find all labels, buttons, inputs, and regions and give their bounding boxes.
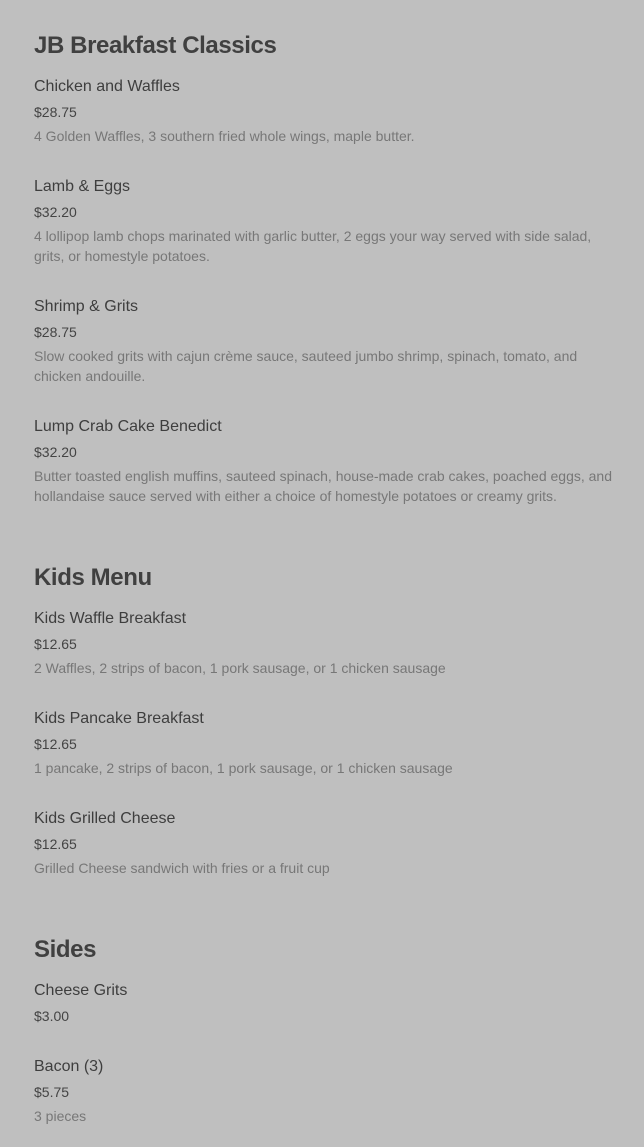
item-name: Bacon (3) xyxy=(34,1058,104,1075)
item-price-wrap xyxy=(34,322,614,342)
menu-item[interactable] xyxy=(34,1057,614,1077)
item-price: $12.65 xyxy=(34,836,77,852)
item-price: $12.65 xyxy=(34,736,77,752)
item-price-wrap xyxy=(34,1082,614,1102)
item-price: $28.75 xyxy=(34,104,77,120)
item-price-wrap xyxy=(34,834,614,854)
item-price: $32.20 xyxy=(34,444,77,460)
item-desc-wrap xyxy=(34,1106,614,1126)
item-description: 3 pieces xyxy=(34,1108,87,1124)
item-description: 4 Golden Waffles, 3 southern fried whole wings, maple butter. xyxy=(34,128,415,144)
section-title: Kids Menu xyxy=(34,564,152,591)
section-sides xyxy=(34,936,614,964)
item-price: $5.75 xyxy=(34,1084,70,1100)
item-price: $3.00 xyxy=(34,1008,70,1024)
item-price: $32.20 xyxy=(34,204,77,220)
item-name: Cheese Grits xyxy=(34,982,128,999)
item-price: $12.65 xyxy=(34,636,77,652)
item-price-wrap xyxy=(34,1006,614,1026)
item-price: $28.75 xyxy=(34,324,77,340)
menu-item[interactable] xyxy=(34,809,614,829)
menu-item[interactable] xyxy=(34,417,614,437)
item-name: Chicken and Waffles xyxy=(34,78,180,95)
menu-item[interactable] xyxy=(34,709,614,729)
menu-item[interactable] xyxy=(34,609,614,629)
item-name: Kids Grilled Cheese xyxy=(34,810,176,827)
item-name: Shrimp & Grits xyxy=(34,298,139,315)
item-price-wrap xyxy=(34,442,614,462)
item-description: 2 Waffles, 2 strips of bacon, 1 pork sausage, or 1 chicken sausage xyxy=(34,660,446,676)
section-title: JB Breakfast Classics xyxy=(34,32,277,59)
item-desc-wrap xyxy=(34,658,614,678)
item-desc-wrap xyxy=(34,346,614,386)
item-price-wrap xyxy=(34,734,614,754)
section-breakfast-classics xyxy=(34,32,614,60)
item-name: Kids Pancake Breakfast xyxy=(34,710,204,727)
menu-item[interactable] xyxy=(34,981,614,1001)
menu-item[interactable] xyxy=(34,177,614,197)
menu-item[interactable] xyxy=(34,297,614,317)
item-price-wrap xyxy=(34,202,614,222)
section-title: Sides xyxy=(34,936,97,963)
item-price-wrap xyxy=(34,634,614,654)
item-desc-wrap xyxy=(34,226,614,266)
item-description: Grilled Cheese sandwich with fries or a fruit cup xyxy=(34,860,330,876)
item-desc-wrap xyxy=(34,466,614,506)
item-desc-wrap xyxy=(34,858,614,878)
item-desc-wrap xyxy=(34,126,614,146)
section-kids-menu xyxy=(34,564,614,592)
item-description: Butter toasted english muffins, sauteed spinach, house-made crab cakes, poached eggs, and hollandaise sauce served with either a choice of homestyle potatoes or creamy grits. xyxy=(34,468,612,504)
item-description: Slow cooked grits with cajun crème sauce, sauteed jumbo shrimp, spinach, tomato, and chicken andouille. xyxy=(34,348,578,384)
item-price-wrap xyxy=(34,102,614,122)
item-name: Lamb & Eggs xyxy=(34,178,131,195)
item-name: Kids Waffle Breakfast xyxy=(34,610,187,627)
item-desc-wrap xyxy=(34,758,614,778)
item-description: 1 pancake, 2 strips of bacon, 1 pork sausage, or 1 chicken sausage xyxy=(34,760,453,776)
item-name: Lump Crab Cake Benedict xyxy=(34,418,222,435)
item-description: 4 lollipop lamb chops marinated with garlic butter, 2 eggs your way served with side salad, grits, or homestyle potatoes. xyxy=(34,228,592,264)
menu-item[interactable] xyxy=(34,77,614,97)
